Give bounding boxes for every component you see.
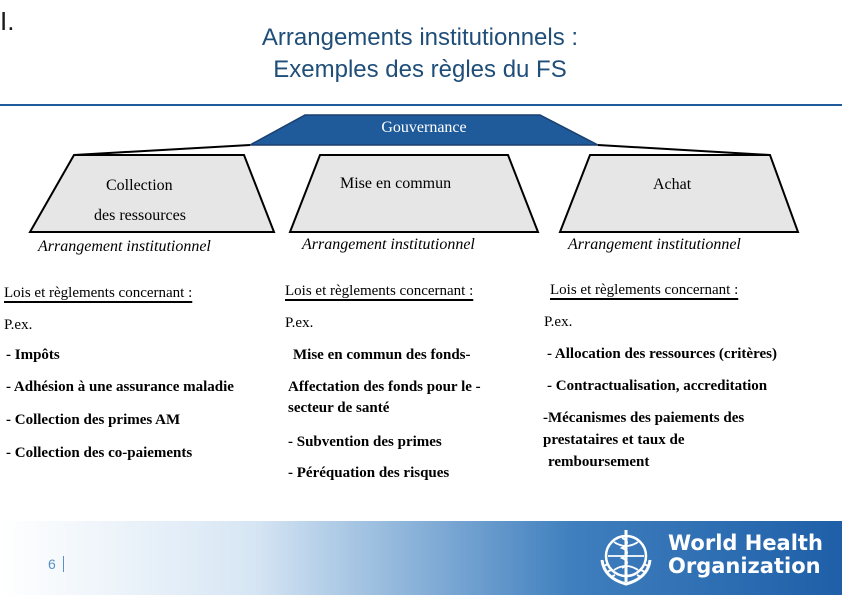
page-number-divider — [63, 556, 64, 572]
pooling-box — [290, 155, 538, 232]
purchasing-item-1: - Allocation des ressources (critères) — [547, 346, 777, 362]
pooling-arrangement: Arrangement institutionnel — [302, 236, 475, 253]
pooling-example-label: P.ex. — [285, 315, 314, 331]
slide-marker: I. — [0, 6, 15, 36]
collection-header-line-2: des ressources — [94, 207, 186, 224]
pooling-item-2: Affectation des fonds pour le - — [288, 379, 481, 395]
organization-name-line-2: Organization — [668, 554, 821, 578]
purchasing-item-3: -Mécanismes des paiements des — [543, 410, 745, 426]
purchasing-header: Achat — [653, 176, 692, 193]
governance-label: Gouvernance — [381, 119, 467, 136]
organization-name — [668, 532, 823, 578]
connector-right — [598, 145, 770, 155]
collection-item-2: - Adhésion à une assurance maladie — [6, 379, 234, 395]
collection-example-label: P.ex. — [4, 317, 33, 333]
purchasing-example-label: P.ex. — [544, 314, 573, 330]
collection-arrangement: Arrangement institutionnel — [38, 238, 211, 255]
pooling-header: Mise en commun — [340, 175, 452, 192]
collection-header-line-1: Collection — [106, 177, 173, 194]
pooling-rules-heading: Lois et règlements concernant : — [285, 283, 474, 299]
purchasing-item-5: remboursement — [548, 454, 650, 470]
connector-left — [74, 145, 250, 155]
purchasing-arrangement: Arrangement institutionnel — [568, 236, 741, 253]
who-emblem-icon — [594, 526, 658, 590]
purchasing-item-2: - Contractualisation, accreditation — [547, 378, 768, 394]
title-line-1: Arrangements institutionnels : — [261, 24, 579, 51]
collection-item-4: - Collection des co-paiements — [6, 445, 193, 461]
pooling-item-1: Mise en commun des fonds- — [293, 347, 471, 363]
page-number: 6 — [48, 556, 56, 572]
purchasing-rules-heading: Lois et règlements concernant : — [550, 282, 739, 298]
pooling-item-3: secteur de santé — [288, 400, 390, 416]
organization-name-line-1: World Health — [668, 531, 823, 555]
pooling-item-5: - Péréquation des risques — [288, 465, 450, 481]
collection-item-3: - Collection des primes AM — [6, 412, 181, 428]
collection-rules-heading: Lois et règlements concernant : — [4, 285, 193, 301]
purchasing-item-4: prestataires et taux de — [543, 432, 685, 448]
collection-item-1: - Impôts — [6, 347, 60, 363]
pooling-item-4: - Subvention des primes — [288, 434, 442, 450]
title-line-2: Exemples des règles du FS — [273, 56, 567, 83]
